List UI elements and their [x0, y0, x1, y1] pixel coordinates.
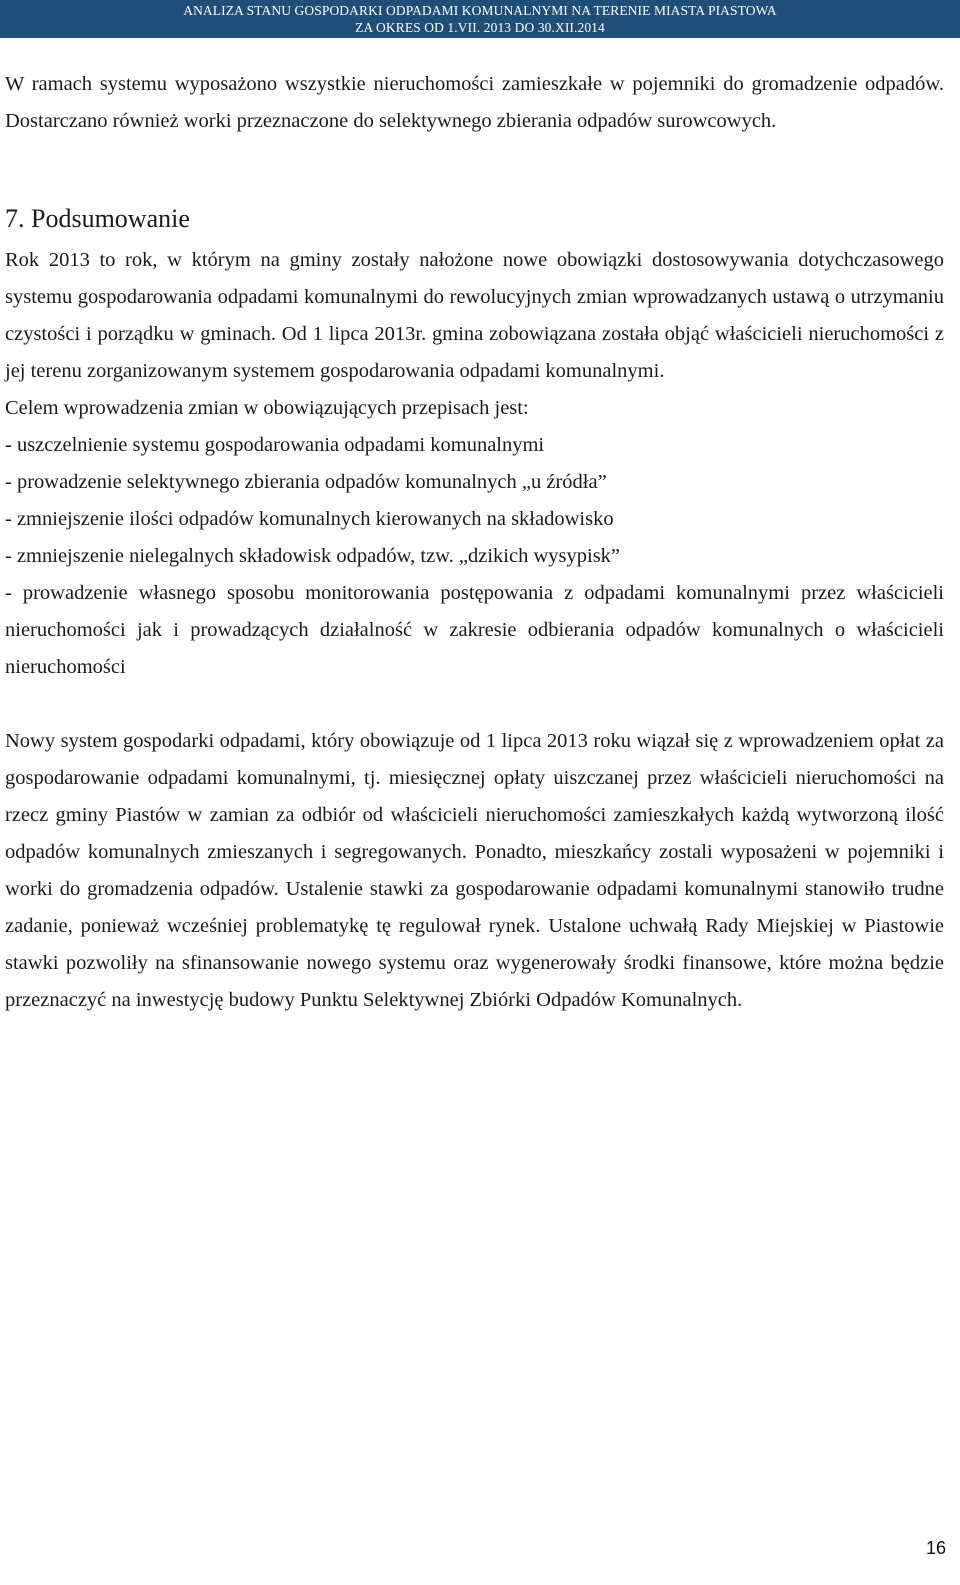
- header-title-line2: ZA OKRES OD 1.VII. 2013 DO 30.XII.2014: [355, 20, 605, 35]
- goal-item-3: - zmniejszenie ilości odpadów komunalnych kierowanych na składowisko: [5, 508, 614, 530]
- spacer: [5, 686, 944, 723]
- section-heading: 7. Podsumowanie: [5, 204, 190, 233]
- summary-paragraph: Rok 2013 to rok, w którym na gminy zostały nałożone nowe obowiązki dostosowywania dotychczasowego systemu gospodarowania odpadami komunalnymi do rewolucyjnych zmian wprowadzanych ustawą o utrzymaniu czystości i porządku w gminach. Od 1 lipca 2013r. gmina zobowiązana została objąć właścicieli nieruchomości z jej terenu zorganizowanym systemem gospodarowania odpadami komunalnymi.: [5, 249, 944, 382]
- goal-item-2: - prowadzenie selektywnego zbierania odpadów komunalnych „u źródła”: [5, 471, 607, 493]
- document-header: [0, 0, 960, 38]
- page-number: 16: [925, 1538, 946, 1558]
- goals-intro: Celem wprowadzenia zmian w obowiązujących przepisach jest:: [5, 397, 529, 419]
- page-content: [5, 66, 944, 1019]
- goal-item-1: - uszczelnienie systemu gospodarowania odpadami komunalnymi: [5, 434, 545, 456]
- goal-item-5: - prowadzenie własnego sposobu monitorowania postępowania z odpadami komunalnymi przez właścicieli nieruchomości jak i prowadzących działalność w zakresie odbierania odpadów komunalnych o właścicieli nieruchomości: [5, 582, 944, 678]
- header-title-line1: ANALIZA STANU GOSPODARKI ODPADAMI KOMUNALNYMI NA TERENIE MIASTA PIASTOWA: [183, 3, 777, 18]
- system-paragraph: Nowy system gospodarki odpadami, który obowiązuje od 1 lipca 2013 roku wiązał się z wprowadzeniem opłat za gospodarowanie odpadami komunalnymi, tj. miesięcznej opłaty uiszczanej przez właścicieli nieruchomości na rzecz gminy Piastów w zamian za odbiór od właścicieli nieruchomości zamieszkałych każdą wytworzoną ilość odpadów komunalnych zmieszanych i segregowanych. Ponadto, mieszkańcy zostali wyposażeni w pojemniki i worki do gromadzenia odpadów. Ustalenie stawki za gospodarowanie odpadami komunalnymi stanowiło trudne zadanie, ponieważ wcześniej problematykę tę regulował rynek. Ustalone uchwałą Rady Miejskiej w Piastowie stawki pozwoliły na sfinansowanie nowego systemu oraz wygenerowały środki finansowe, które można będzie przeznaczyć na inwestycję budowy Punktu Selektywnej Zbiórki Odpadów Komunalnych.: [5, 730, 944, 1011]
- intro-paragraph: W ramach systemu wyposażono wszystkie nieruchomości zamieszkałe w pojemniki do gromadzenie odpadów. Dostarczano również worki przeznaczone do selektywnego zbierania odpadów surowcowych.: [5, 73, 944, 132]
- spacer: [5, 140, 944, 200]
- goal-item-4: - zmniejszenie nielegalnych składowisk odpadów, tzw. „dzikich wysypisk”: [5, 545, 621, 567]
